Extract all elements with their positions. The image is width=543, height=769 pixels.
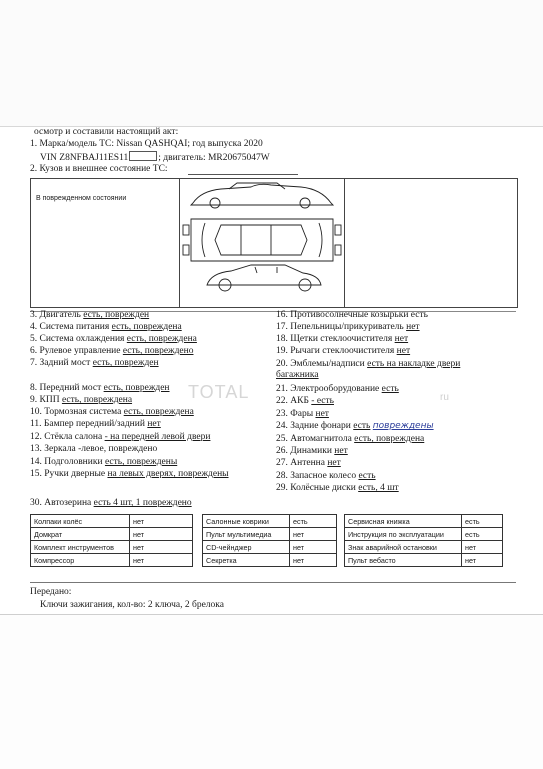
list-item: 27. Антенна нет [276,458,341,468]
list-item: 10. Тормозная система есть, повреждена [30,407,194,417]
handover-keys: Ключи зажигания, кол-во: 2 ключа, 2 брелока [40,600,224,610]
table-row: Колпаки колёс нет [31,515,193,528]
list-item: 8. Передний мост есть, поврежден [30,383,170,393]
table-row: Компрессор нет [31,554,193,567]
list-item: 24. Задние фонари есть повреждены [276,421,434,431]
list-item: 11. Бампер передний/задний нет [30,419,161,429]
list-item: 4. Система питания есть, повреждена [30,322,182,332]
vin-redaction [129,151,157,161]
handwritten-note: повреждены [372,421,434,431]
engine-number: ; двигатель: MR20675047W [158,153,270,163]
list-item: 14. Подголовники есть, повреждены [30,457,178,467]
tires-line: 30. Автозерина есть 4 шт, 1 повреждено [30,498,192,508]
equipment-table-2 [202,514,337,567]
underline-rule [188,174,298,175]
list-item: 25. Автомагнитола есть, повреждена [276,434,425,444]
table-row: Инструкция по эксплуатации есть [345,528,503,541]
blank-top-area [0,0,543,127]
table-row: Комплект инструментов нет [31,541,193,554]
box-divider-left [179,179,180,307]
table-row: Секретка нет [203,554,337,567]
body-section-title: 2. Кузов и внешнее состояние ТС: [30,164,168,174]
section-rule [30,582,516,583]
list-item: 13. Зеркала -левое, повреждено [30,444,158,454]
list-item: 23. Фары нет [276,409,329,419]
list-item: 20. Эмблемы/надписи есть на накладке двери [276,359,461,369]
list-item: 28. Запасное колесо есть [276,471,376,481]
vin-line [40,151,270,164]
body-condition-caption: В поврежденном состоянии [36,195,127,202]
equipment-table-3 [344,514,503,567]
body-condition-box [30,178,518,308]
table-row: Салонные коврики есть [203,515,337,528]
table-row: Домкрат нет [31,528,193,541]
list-item: 22. АКБ - есть [276,396,334,406]
list-item: багажника [276,370,319,380]
box-divider-right [344,179,345,307]
list-item: 15. Ручки дверные на левых дверях, повреждены [30,469,229,479]
vin-label: VIN Z8NFBAJ11ES11 [40,153,129,163]
list-item: 12. Стёкла салона - на передней левой двери [30,432,211,442]
list-item: 17. Пепельницы/прикуриватель нет [276,322,420,332]
equipment-table-1 [30,514,193,567]
handover-title: Передано: [30,587,72,597]
list-item: 5. Система охлаждения есть, повреждена [30,334,197,344]
watermark: TOTAL [188,382,250,402]
list-item: 9. КПП есть, повреждена [30,395,133,405]
list-item: 19. Рычаги стеклоочистителя нет [276,346,411,356]
car-diagram-icon [181,181,343,303]
table-row: Сервисная книжка есть [345,515,503,528]
list-item: 26. Динамики нет [276,446,348,456]
watermark-suffix: ru [440,392,449,403]
table-row: CD-чейнджер нет [203,541,337,554]
table-row: Пульт вебасто нет [345,554,503,567]
list-item: 3. Двигатель есть, поврежден [30,310,150,320]
table-row: Пульт мультимедиа нет [203,528,337,541]
list-item: 29. Колёсные диски есть, 4 шт [276,483,399,493]
list-item: 21. Электрооборудование есть [276,384,399,394]
blank-bottom-area [0,614,543,769]
header-line-0: осмотр и составили настоящий акт: [34,127,179,137]
make-model-line: 1. Марка/модель ТС: Nissan QASHQAI; год выпуска 2020 [30,139,263,149]
list-item: 6. Рулевое управление есть, повреждено [30,346,194,356]
list-item: 16. Противосолнечные козырьки есть [276,310,428,320]
list-item: 18. Щетки стеклоочистителя нет [276,334,409,344]
list-item: 7. Задний мост есть, поврежден [30,358,159,368]
table-row: Знак аварийной остановки нет [345,541,503,554]
